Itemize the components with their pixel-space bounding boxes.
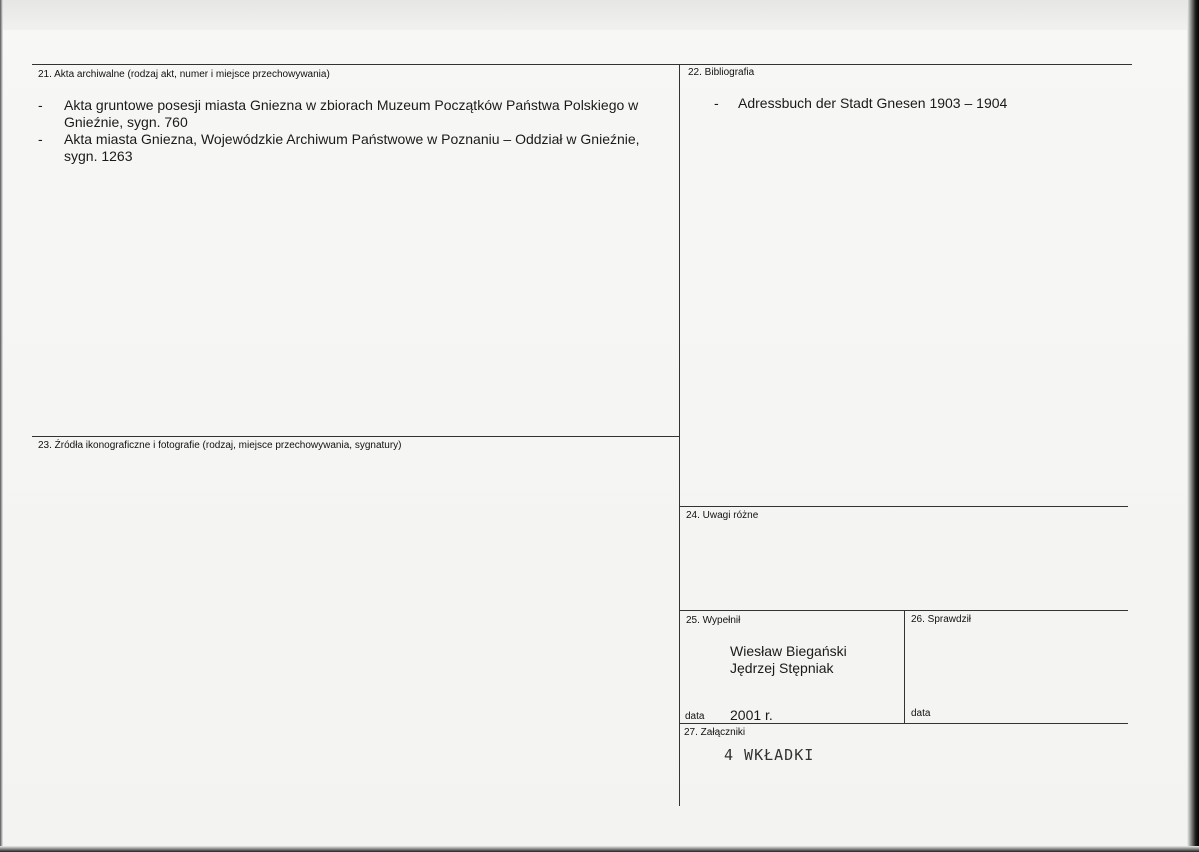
section25-label: 25. Wypełnił (686, 615, 741, 626)
section24-label: 24. Uwagi różne (686, 510, 759, 521)
attachments-handwritten: 4 WKŁADKI (724, 746, 815, 764)
list-dash: - (714, 95, 719, 111)
archival-record-2: Akta miasta Gniezna, Wojewódzkie Archiwum Państwowe w Poznaniu – Oddział w Gnieźnie, sygn. 1263 (64, 131, 640, 164)
section24-rule (679, 506, 1128, 507)
list-dash: - (38, 131, 43, 147)
section21-label: 21. Akta archiwalne (rodzaj akt, numer i miejsce przechowywania) (38, 69, 330, 80)
archival-record-1: Akta gruntowe posesji miasta Gniezna w zbiorach Muzeum Początków Państwa Polskiego w Gnieźnie, sygn. 760 (64, 97, 639, 130)
section26-date-label: data (911, 708, 931, 719)
bibliography-entry-1: Adressbuch der Stadt Gnesen 1903 – 1904 (738, 95, 1008, 111)
section25-date-suffix: r. (765, 707, 773, 723)
list-dash: - (38, 97, 43, 113)
section26-label: 26. Sprawdził (911, 614, 972, 625)
section26-divider (904, 610, 905, 724)
section23-rule (32, 436, 680, 437)
section23-label: 23. Źródła ikonograficzne i fotografie (rodzaj, miejsce przechowywania, sygnatury) (38, 440, 402, 451)
section25-date-label: data (685, 711, 705, 722)
section27-label: 27. Załączniki (684, 727, 746, 738)
filled-by-name-1: Wiesław Biegański (730, 643, 847, 659)
scan-edge-top (0, 0, 1199, 30)
top-rule (32, 64, 1132, 65)
center-divider (679, 64, 680, 806)
scan-edge-left (0, 0, 3, 852)
scan-edge-right (1187, 0, 1199, 852)
section22-label: 22. Bibliografia (688, 67, 755, 78)
filled-by-name-2: Jędrzej Stępniak (730, 660, 834, 676)
section25-date-value: 2001 (730, 707, 762, 723)
scan-edge-bottom (0, 846, 1199, 852)
